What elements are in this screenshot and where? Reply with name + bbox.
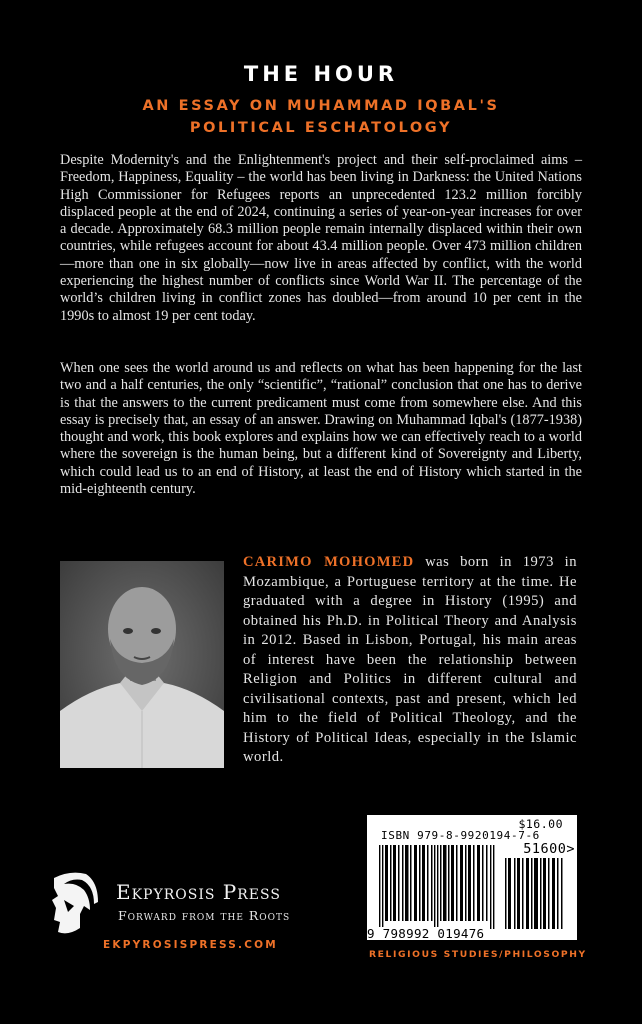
price-label: $16.00 [518, 817, 563, 831]
author-bio-text: was born in 1973 in Mozambique, a Portuguese territory at the time. He graduated with a degree in History (1995) and obtained his Ph.D. in Political Theory and Analysis in 2012. Based in Lisbon, Portugal, his main areas of interest have been the relationship between Religion and Politics in different cultural and civilisational contexts, past and present, which led him to the field of Political Theology, and the History of Political Ideas, especially in the Islamic world. [243, 554, 577, 765]
blurb-paragraph-1: Despite Modernity's and the Enlightenment's project and their self-proclaimed aims – Freedom, Happiness, Equality – the world has been living in Darkness: the United Nations High Commissioner for Refugees reports an unprecedented 123.2 million forcibly displaced people at the end of 2024, continuing a series of year-on-year increases for over a decade. Approximately 68.3 million people remain internally displaced within their own countries, while refugees account for about 43.4 million people. Over 473 million children—more than one in six globally—now live in areas affected by conflict, with the world experiencing the highest number of conflicts since World War II. The percentage of the world’s children living in conflict zones has doubled—from around 10 per cent in the 1990s to almost 19 per cent today. [60, 152, 582, 324]
subtitle-line-1: AN ESSAY ON MUHAMMAD IQBAL'S [142, 98, 500, 114]
spartan-helmet-icon [50, 870, 100, 936]
author-portrait-icon [60, 561, 224, 768]
isbn-barcode [367, 815, 577, 940]
publisher-website-link[interactable]: EKPYROSISPRESS.COM [103, 939, 278, 951]
publisher-name: Ekpyrosis Press [116, 880, 281, 904]
blurb-paragraph-2: When one sees the world around us and reflects on what has been happening for the last two and a half centuries, the only “scientific”, “rational” conclusion that one has to derive is that the answers to the current predicament must come from somewhere else. And this essay is precisely that, an essay of an answer. Drawing on Muhammad Iqbal's (1877-1938) thought and work, this book explores and explains how we can effectively reach to a world where the sovereign is the human being, but a different kind of Sovereignty and Liberty, which could lead us to an end of History, at least the end of History which started in the mid-eighteenth century. [60, 360, 582, 498]
barcode-bars-icon [379, 845, 495, 929]
subtitle-line-2: POLITICAL ESCHATOLOGY [189, 120, 453, 136]
isbn-label: ISBN 979-8-9920194-7-6 [381, 829, 540, 842]
publisher-tagline: Forward from the Roots [118, 908, 291, 923]
book-category: RELIGIOUS STUDIES/PHILOSOPHY [369, 949, 587, 960]
author-name: CARIMO MOHOMED [243, 554, 415, 570]
book-subtitle [0, 95, 642, 139]
ean-digits: 9 798992 019476 [367, 926, 485, 941]
author-photo [60, 561, 224, 768]
addon-barcode-bars-icon [505, 858, 563, 929]
price-addon-code: 51600> [523, 841, 575, 857]
author-bio [243, 553, 577, 768]
book-title: THE HOUR [243, 62, 399, 86]
